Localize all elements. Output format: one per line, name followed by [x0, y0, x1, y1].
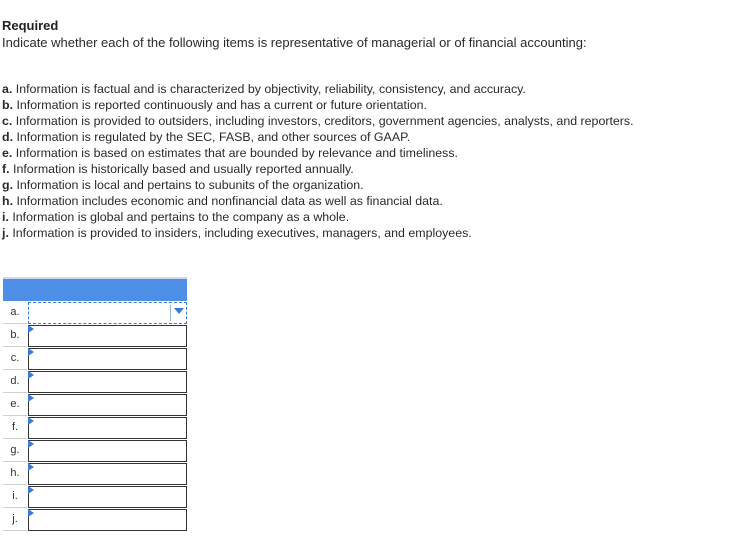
list-item	[2, 225, 634, 241]
cell-marker-icon	[28, 440, 34, 448]
grid-header	[3, 277, 187, 301]
cell-marker-icon	[28, 348, 34, 356]
dropdown-separator	[170, 305, 171, 321]
list-item	[2, 81, 634, 97]
item-letter: f.	[2, 162, 10, 176]
answer-dropdown[interactable]	[28, 417, 187, 439]
cell-marker-icon	[28, 394, 34, 402]
item-list	[2, 81, 634, 241]
answer-dropdown[interactable]	[28, 486, 187, 508]
table-row	[3, 439, 187, 462]
answer-dropdown[interactable]	[28, 509, 187, 531]
row-label: e.	[3, 393, 27, 416]
item-text: Information is provided to insiders, including executives, managers, and employees.	[8, 226, 472, 240]
cell-marker-icon	[28, 417, 34, 425]
row-label: h.	[3, 462, 27, 485]
item-text: Information is reported continuously and has a current or future orientation.	[13, 98, 427, 112]
chevron-down-icon[interactable]	[174, 308, 184, 314]
answer-dropdown[interactable]	[28, 325, 187, 347]
item-text: Information is local and pertains to subunits of the organization.	[13, 178, 364, 192]
table-row	[3, 508, 187, 531]
cell-marker-icon	[28, 486, 34, 494]
row-label: d.	[3, 370, 27, 393]
item-text: Information is regulated by the SEC, FASB, and other sources of GAAP.	[13, 130, 411, 144]
cell-marker-icon	[28, 509, 34, 517]
list-item	[2, 97, 634, 113]
list-item	[2, 113, 634, 129]
answer-dropdown[interactable]	[28, 371, 187, 393]
required-heading: Required	[2, 18, 59, 33]
table-row	[3, 485, 187, 508]
item-text: Information is historically based and usually reported annually.	[9, 162, 354, 176]
row-label: i.	[3, 485, 27, 508]
item-text: Information is factual and is characterized by objectivity, reliability, consistency, and accuracy.	[12, 82, 526, 96]
cell-marker-icon	[28, 325, 34, 333]
item-letter: h.	[2, 194, 14, 208]
table-row	[3, 462, 187, 485]
item-letter: g.	[2, 178, 14, 192]
list-item	[2, 193, 634, 209]
row-label: c.	[3, 347, 27, 370]
table-row	[3, 301, 187, 324]
table-row	[3, 347, 187, 370]
item-text: Information is based on estimates that are bounded by relevance and timeliness.	[12, 146, 458, 160]
cell-marker-icon	[28, 371, 34, 379]
answer-dropdown[interactable]	[28, 348, 187, 370]
instruction-text: Indicate whether each of the following items is representative of managerial or of financial accounting:	[2, 35, 587, 50]
list-item	[2, 161, 634, 177]
table-row	[3, 370, 187, 393]
list-item	[2, 177, 634, 193]
answer-dropdown[interactable]	[28, 463, 187, 485]
item-letter: c.	[2, 114, 13, 128]
item-letter: a.	[2, 82, 13, 96]
row-label: b.	[3, 324, 27, 347]
item-letter: i.	[2, 210, 9, 224]
row-label: g.	[3, 439, 27, 462]
answer-dropdown[interactable]	[28, 394, 187, 416]
item-letter: d.	[2, 130, 14, 144]
row-label: j.	[3, 508, 27, 531]
table-row	[3, 324, 187, 347]
cell-marker-icon	[28, 463, 34, 471]
table-row	[3, 416, 187, 439]
item-letter: b.	[2, 98, 14, 112]
item-text: Information includes economic and nonfinancial data as well as financial data.	[13, 194, 443, 208]
answer-dropdown[interactable]	[28, 440, 187, 462]
item-text: Information is provided to outsiders, including investors, creditors, government agencies, analysts, and reporters.	[12, 114, 634, 128]
item-text: Information is global and pertains to the company as a whole.	[8, 210, 350, 224]
answer-dropdown[interactable]	[28, 302, 187, 324]
list-item	[2, 209, 634, 225]
item-letter: e.	[2, 146, 13, 160]
item-letter: j.	[2, 226, 9, 240]
list-item	[2, 129, 634, 145]
row-label: a.	[3, 301, 27, 324]
table-row	[3, 393, 187, 416]
row-label: f.	[3, 416, 27, 439]
answer-grid	[3, 277, 187, 531]
list-item	[2, 145, 634, 161]
